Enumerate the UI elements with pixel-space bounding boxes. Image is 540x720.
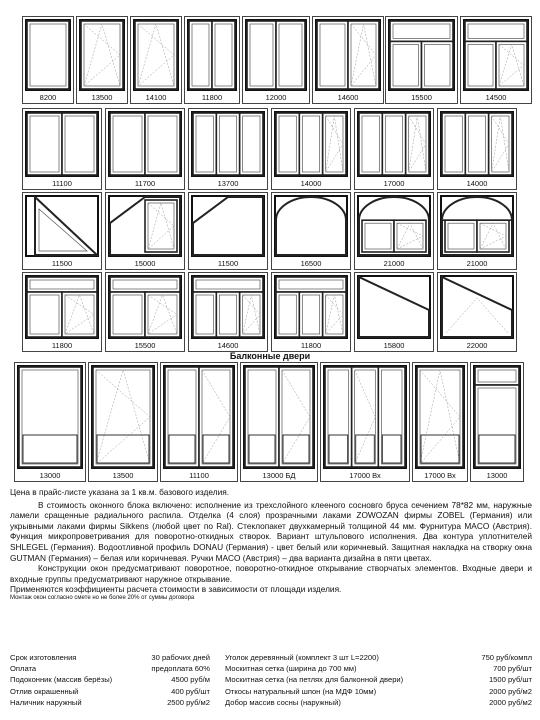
row-left-value: 30 рабочих дней — [151, 653, 210, 662]
window-price: 13500 — [91, 93, 113, 102]
window-drawing — [189, 193, 267, 259]
window-item — [184, 16, 240, 104]
price-caption: Цена в прайс-листе указана за 1 кв.м. базового изделия. — [10, 487, 229, 497]
window-item — [105, 272, 185, 352]
window-drawing — [461, 17, 531, 93]
window-item — [76, 16, 128, 104]
window-drawing — [161, 363, 237, 471]
row-right-value: 1500 руб/шт — [488, 675, 532, 685]
window-item — [437, 108, 517, 190]
window-drawing — [23, 273, 101, 341]
window-price: 11700 — [134, 179, 156, 188]
row-right-value: 700 руб/шт — [493, 664, 532, 674]
window-item — [271, 272, 351, 352]
window-item — [188, 272, 268, 352]
window-item — [354, 108, 434, 190]
row-left-value: предоплата 60% — [151, 664, 210, 674]
window-price: 22000 — [466, 341, 488, 350]
window-price: 21000 — [383, 259, 405, 268]
table-row — [10, 674, 532, 685]
window-drawing — [106, 193, 184, 259]
window-price: 14500 — [485, 93, 507, 102]
window-drawing — [89, 363, 157, 471]
window-price: 15000 — [134, 259, 156, 268]
window-item — [88, 362, 158, 482]
opening-paragraph: Конструкции окон предусматривают поворотное, поворотно-откидное открывание створчатых элементов. Входные двери и входные группы предусматривают наружное открывание. — [10, 563, 532, 584]
window-drawing — [313, 17, 383, 93]
description-block — [10, 487, 532, 602]
window-drawing — [243, 17, 309, 93]
window-price: 12000 — [265, 93, 287, 102]
row-left-value: 2500 руб/м2 — [167, 697, 210, 707]
window-item — [14, 362, 86, 482]
window-drawing — [106, 273, 184, 341]
window-item — [105, 108, 185, 190]
row-left-label: Срок изготовления — [10, 653, 77, 662]
window-drawing — [272, 109, 350, 179]
window-price: 14600 — [337, 93, 359, 102]
row-left-label: Оплата — [10, 664, 37, 674]
window-item — [312, 16, 384, 104]
window-item — [354, 272, 434, 352]
window-price: 17000 Вх — [349, 471, 381, 480]
window-item — [188, 108, 268, 190]
window-drawing — [15, 363, 85, 471]
window-price: 11800 — [201, 93, 223, 102]
window-drawing — [355, 193, 433, 259]
row-left-label: Наличник наружный — [10, 697, 82, 707]
extras-price-table — [10, 652, 532, 708]
window-item — [385, 16, 458, 104]
window-price: 11800 — [300, 341, 322, 350]
window-price: 11100 — [189, 471, 209, 480]
window-drawing — [321, 363, 409, 471]
row-right-label: Уголок деревянный (комплект 3 шт L=2200) — [225, 653, 379, 662]
row-right-label: Москитная сетка (ширина до 700 мм) — [225, 664, 357, 674]
window-drawing — [189, 273, 267, 341]
window-item — [240, 362, 318, 482]
window-item — [460, 16, 532, 104]
row-right-label: Москитная сетка (на петлях для балконной двери) — [225, 675, 404, 685]
window-item — [412, 362, 468, 482]
window-price: 17000 Вх — [424, 471, 456, 480]
row-right-value: 2000 руб/м2 — [489, 697, 532, 707]
window-price: 11500 — [51, 259, 73, 268]
window-drawing — [23, 17, 73, 93]
window-price: 11800 — [51, 341, 73, 350]
window-item — [22, 272, 102, 352]
window-price: 11500 — [217, 259, 239, 268]
window-drawing — [272, 193, 350, 259]
row-left-label: Подоконник (массив берёзы) — [10, 675, 113, 685]
window-drawing — [413, 363, 467, 471]
table-row — [10, 663, 532, 674]
window-item — [242, 16, 310, 104]
window-price: 14000 — [300, 179, 322, 188]
window-price: 13700 — [217, 179, 239, 188]
window-price: 15500 — [411, 93, 432, 102]
row-left-label: Отлив окрашенный — [10, 686, 79, 696]
window-price: 13000 БД — [262, 471, 296, 480]
window-drawing — [438, 273, 516, 341]
row-right-label: Добор массив сосны (наружный) — [225, 697, 341, 707]
window-item — [188, 192, 268, 270]
window-drawing — [471, 363, 523, 471]
window-drawing — [272, 273, 350, 341]
window-drawing — [438, 109, 516, 179]
window-drawing — [355, 109, 433, 179]
window-price: 16500 — [300, 259, 322, 268]
window-price: 14100 — [145, 93, 167, 102]
window-item — [354, 192, 434, 270]
window-price: 15800 — [383, 341, 405, 350]
row-left-value: 4500 руб/м — [171, 675, 210, 685]
window-price: 11100 — [52, 179, 72, 188]
mount-note: Монтаж окон согласно смете но не более 20% от суммы договора — [10, 594, 195, 601]
table-row — [10, 697, 532, 708]
window-drawing — [189, 109, 267, 179]
row-right-label: Откосы натуральный шпон (на МДФ 10мм) — [225, 686, 377, 696]
window-price: 13000 — [486, 471, 508, 480]
window-item — [470, 362, 524, 482]
window-item — [160, 362, 238, 482]
window-item — [320, 362, 410, 482]
window-drawing — [23, 109, 101, 179]
window-drawing — [23, 193, 101, 259]
window-price: 21000 — [466, 259, 488, 268]
window-item — [22, 192, 102, 270]
window-drawing — [77, 17, 127, 93]
row-right-value: 750 руб/компл — [481, 653, 532, 662]
window-item — [437, 272, 517, 352]
window-price: 13500 — [112, 471, 134, 480]
window-item — [130, 16, 182, 104]
window-drawing — [185, 17, 239, 93]
table-row — [10, 686, 532, 697]
window-price: 15500 — [134, 341, 156, 350]
window-drawing — [241, 363, 317, 471]
row-right-value: 2000 руб/м2 — [489, 686, 532, 696]
included-paragraph: В стоимость оконного блока включено: исполнение из трехслойного клееного сосновго бруса сечением 78*82 мм, наружные ламели сращенные радиального распила. Отделка (4 слоя) прозрачными лаками ZOWOZAN фирмы ZOBEL (Германия) или укрывными лаками фирмы Sikkens (любой цвет по Ral). Стеклопакет двухкамерный толщиной 44 мм. Фурнитура MACO (Австрия). Функция микропроветривания для поворотно-откидных створок. Вариант штульпового исполнения. Два контура уплотнителей SHLEGEL (Германия). Водоотливной профиль DONAU (Германия) - цвет белый или коричневый. Защитная накладка на створку окна GUTMAN (Германия) – белая или коричневая. Ручки MACO (Австрия) – два варианта дизайна в пяти цветах. — [10, 499, 532, 563]
window-price: 13000 — [39, 471, 61, 480]
balcony-doors-title: Балконные двери — [229, 351, 311, 361]
window-price: 14000 — [466, 179, 488, 188]
row-left-value: 400 руб/шт — [171, 686, 210, 696]
window-drawing — [438, 193, 516, 259]
window-price: 14600 — [217, 341, 239, 350]
table-row — [10, 652, 532, 663]
window-item — [22, 108, 102, 190]
window-drawing — [355, 273, 433, 341]
window-item — [437, 192, 517, 270]
window-drawing — [386, 17, 457, 93]
window-item — [271, 108, 351, 190]
window-item — [22, 16, 74, 104]
window-item — [271, 192, 351, 270]
coefficients-note: Применяются коэффициенты расчета стоимости в зависимости от площади изделия. — [10, 584, 342, 595]
window-item — [105, 192, 185, 270]
window-price: 17000 — [383, 179, 405, 188]
window-price: 8200 — [39, 93, 57, 102]
window-drawing — [131, 17, 181, 93]
window-drawing — [106, 109, 184, 179]
